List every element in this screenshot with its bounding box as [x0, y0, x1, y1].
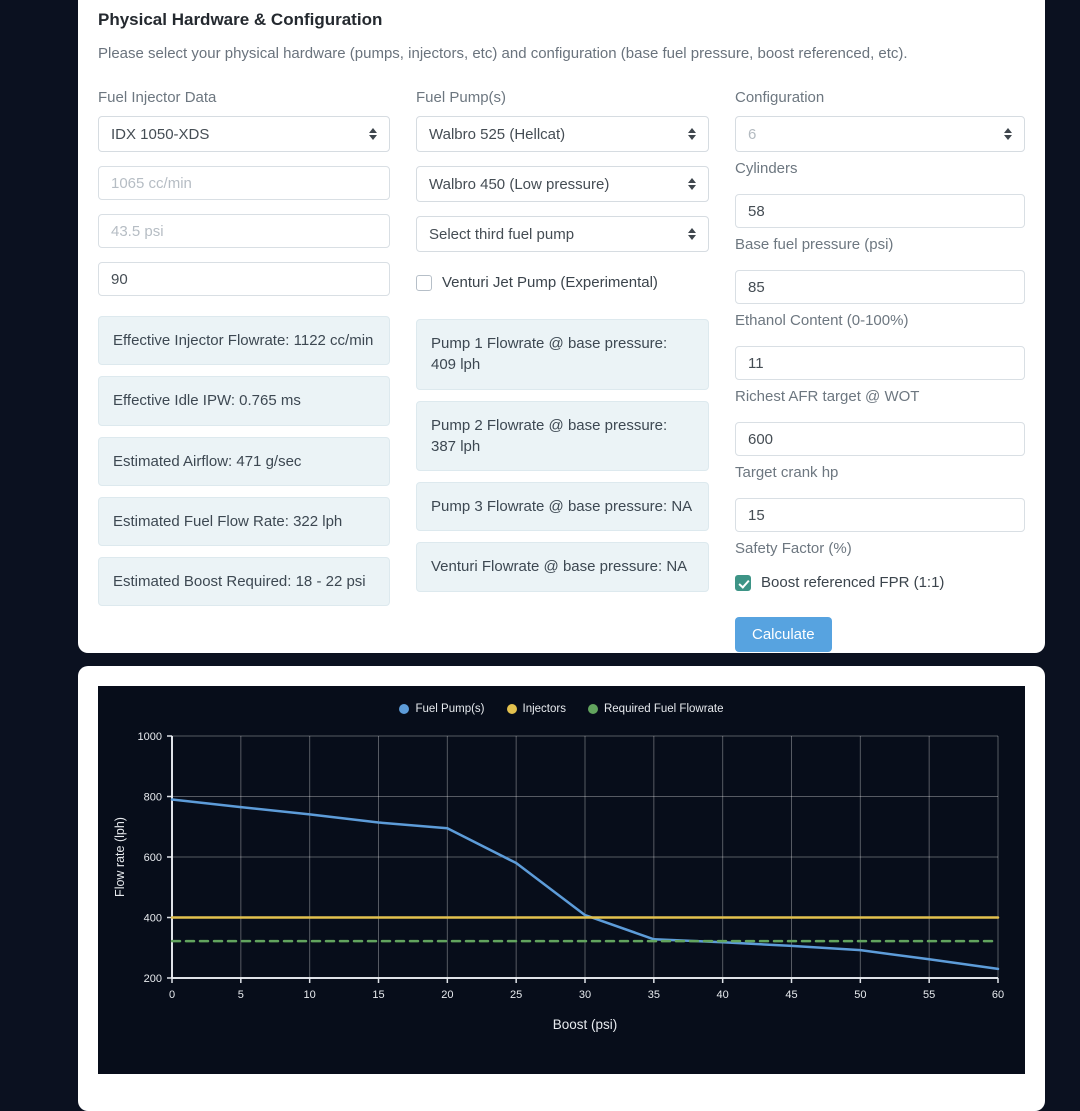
injector-duty-input[interactable] — [98, 262, 390, 296]
svg-text:50: 50 — [854, 989, 867, 1001]
pumps-column — [416, 89, 709, 652]
venturi-checkbox-label: Venturi Jet Pump (Experimental) — [442, 274, 658, 291]
hardware-config-card — [78, 0, 1045, 653]
form-grid — [98, 89, 1025, 652]
afr-target-input[interactable] — [735, 346, 1025, 380]
svg-text:400: 400 — [143, 912, 162, 925]
svg-text:10: 10 — [303, 989, 316, 1001]
configuration-column-label: Configuration — [735, 89, 825, 106]
legend-label: Required Fuel Flowrate — [603, 703, 724, 715]
cylinders-select[interactable] — [735, 116, 1025, 152]
legend-dot-icon — [588, 704, 598, 714]
calculate-button[interactable]: Calculate — [735, 617, 832, 652]
pump-info-stack — [416, 319, 709, 592]
venturi-flowrate-info: Venturi Flowrate @ base pressure: NA — [416, 542, 709, 591]
pump1-select[interactable] — [416, 116, 709, 152]
afr-target-caption: Richest AFR target @ WOT — [735, 388, 920, 405]
svg-text:5: 5 — [237, 989, 244, 1001]
effective-flowrate-info: Effective Injector Flowrate: 1122 cc/min — [98, 316, 390, 365]
base-fuel-pressure-input[interactable] — [735, 194, 1025, 228]
chart-card — [78, 666, 1045, 1111]
injector-column-label: Fuel Injector Data — [98, 89, 217, 106]
target-crank-hp-input[interactable] — [735, 422, 1025, 456]
svg-text:35: 35 — [647, 989, 660, 1001]
legend-item-injectors[interactable] — [507, 703, 566, 715]
safety-factor-input[interactable] — [735, 498, 1025, 532]
page-subtitle: Please select your physical hardware (pumps, injectors, etc) and configuration (base fuel pressure, boost referenced, etc). — [98, 45, 908, 62]
injector-select-value: IDX 1050-XDS — [111, 125, 210, 143]
svg-text:200: 200 — [143, 973, 162, 985]
select-arrows-icon — [688, 228, 696, 240]
ethanol-content-caption: Ethanol Content (0-100%) — [735, 312, 909, 329]
flow-chart-svg — [98, 722, 1025, 1066]
svg-text:45: 45 — [785, 989, 798, 1001]
effective-idle-ipw-info: Effective Idle IPW: 0.765 ms — [98, 376, 390, 425]
target-crank-hp-caption: Target crank hp — [735, 464, 839, 481]
select-arrows-icon — [369, 128, 377, 140]
svg-text:Flow rate (lph): Flow rate (lph) — [113, 817, 127, 897]
svg-text:1000: 1000 — [137, 731, 162, 743]
injector-flowrate-input[interactable] — [98, 166, 390, 200]
pump3-select-value: Select third fuel pump — [429, 225, 575, 243]
boost-ref-check-row — [735, 574, 1025, 591]
svg-text:Boost (psi): Boost (psi) — [552, 1017, 618, 1032]
legend-label: Fuel Pump(s) — [415, 703, 485, 715]
svg-text:15: 15 — [372, 989, 385, 1001]
flow-chart-panel — [98, 686, 1025, 1074]
cylinders-caption: Cylinders — [735, 160, 798, 177]
injector-column — [98, 89, 390, 652]
pump3-flowrate-info: Pump 3 Flowrate @ base pressure: NA — [416, 482, 709, 531]
configuration-column — [735, 89, 1025, 652]
boost-referenced-checkbox-label: Boost referenced FPR (1:1) — [761, 574, 945, 591]
select-arrows-icon — [1004, 128, 1012, 140]
boost-referenced-checkbox[interactable] — [735, 575, 751, 591]
estimated-fuel-flow-info: Estimated Fuel Flow Rate: 322 lph — [98, 497, 390, 546]
legend-item-required-flowrate[interactable] — [588, 703, 724, 715]
select-arrows-icon — [688, 178, 696, 190]
safety-factor-caption: Safety Factor (%) — [735, 540, 852, 557]
injector-select[interactable] — [98, 116, 390, 152]
pump1-select-value: Walbro 525 (Hellcat) — [429, 125, 566, 143]
svg-text:55: 55 — [923, 989, 936, 1001]
venturi-checkbox[interactable] — [416, 275, 432, 291]
injector-pressure-input[interactable] — [98, 214, 390, 248]
svg-text:30: 30 — [578, 989, 592, 1001]
svg-text:40: 40 — [716, 989, 729, 1001]
pump1-flowrate-info: Pump 1 Flowrate @ base pressure: 409 lph — [416, 319, 709, 390]
pump2-select[interactable] — [416, 166, 709, 202]
estimated-airflow-info: Estimated Airflow: 471 g/sec — [98, 437, 390, 486]
ethanol-content-input[interactable] — [735, 270, 1025, 304]
base-fuel-pressure-caption: Base fuel pressure (psi) — [735, 236, 894, 253]
legend-dot-icon — [399, 704, 409, 714]
legend-label: Injectors — [522, 703, 566, 715]
cylinders-select-value: 6 — [748, 125, 757, 143]
pump3-select[interactable] — [416, 216, 709, 252]
page-title: Physical Hardware & Configuration — [98, 10, 383, 29]
injector-info-stack — [98, 316, 390, 606]
svg-text:60: 60 — [991, 989, 1005, 1001]
svg-text:0: 0 — [168, 989, 176, 1001]
pump2-select-value: Walbro 450 (Low pressure) — [429, 175, 610, 193]
svg-text:600: 600 — [143, 852, 162, 864]
legend-item-fuel-pumps[interactable] — [399, 703, 484, 715]
svg-text:25: 25 — [510, 989, 523, 1001]
svg-text:800: 800 — [143, 791, 162, 804]
select-arrows-icon — [688, 128, 696, 140]
pump2-flowrate-info: Pump 2 Flowrate @ base pressure: 387 lph — [416, 401, 709, 472]
legend-dot-icon — [507, 704, 517, 714]
venturi-check-row — [416, 274, 709, 291]
svg-text:20: 20 — [441, 989, 454, 1001]
chart-legend — [399, 699, 723, 719]
estimated-boost-info: Estimated Boost Required: 18 - 22 psi — [98, 557, 390, 606]
pumps-column-label: Fuel Pump(s) — [416, 89, 507, 106]
